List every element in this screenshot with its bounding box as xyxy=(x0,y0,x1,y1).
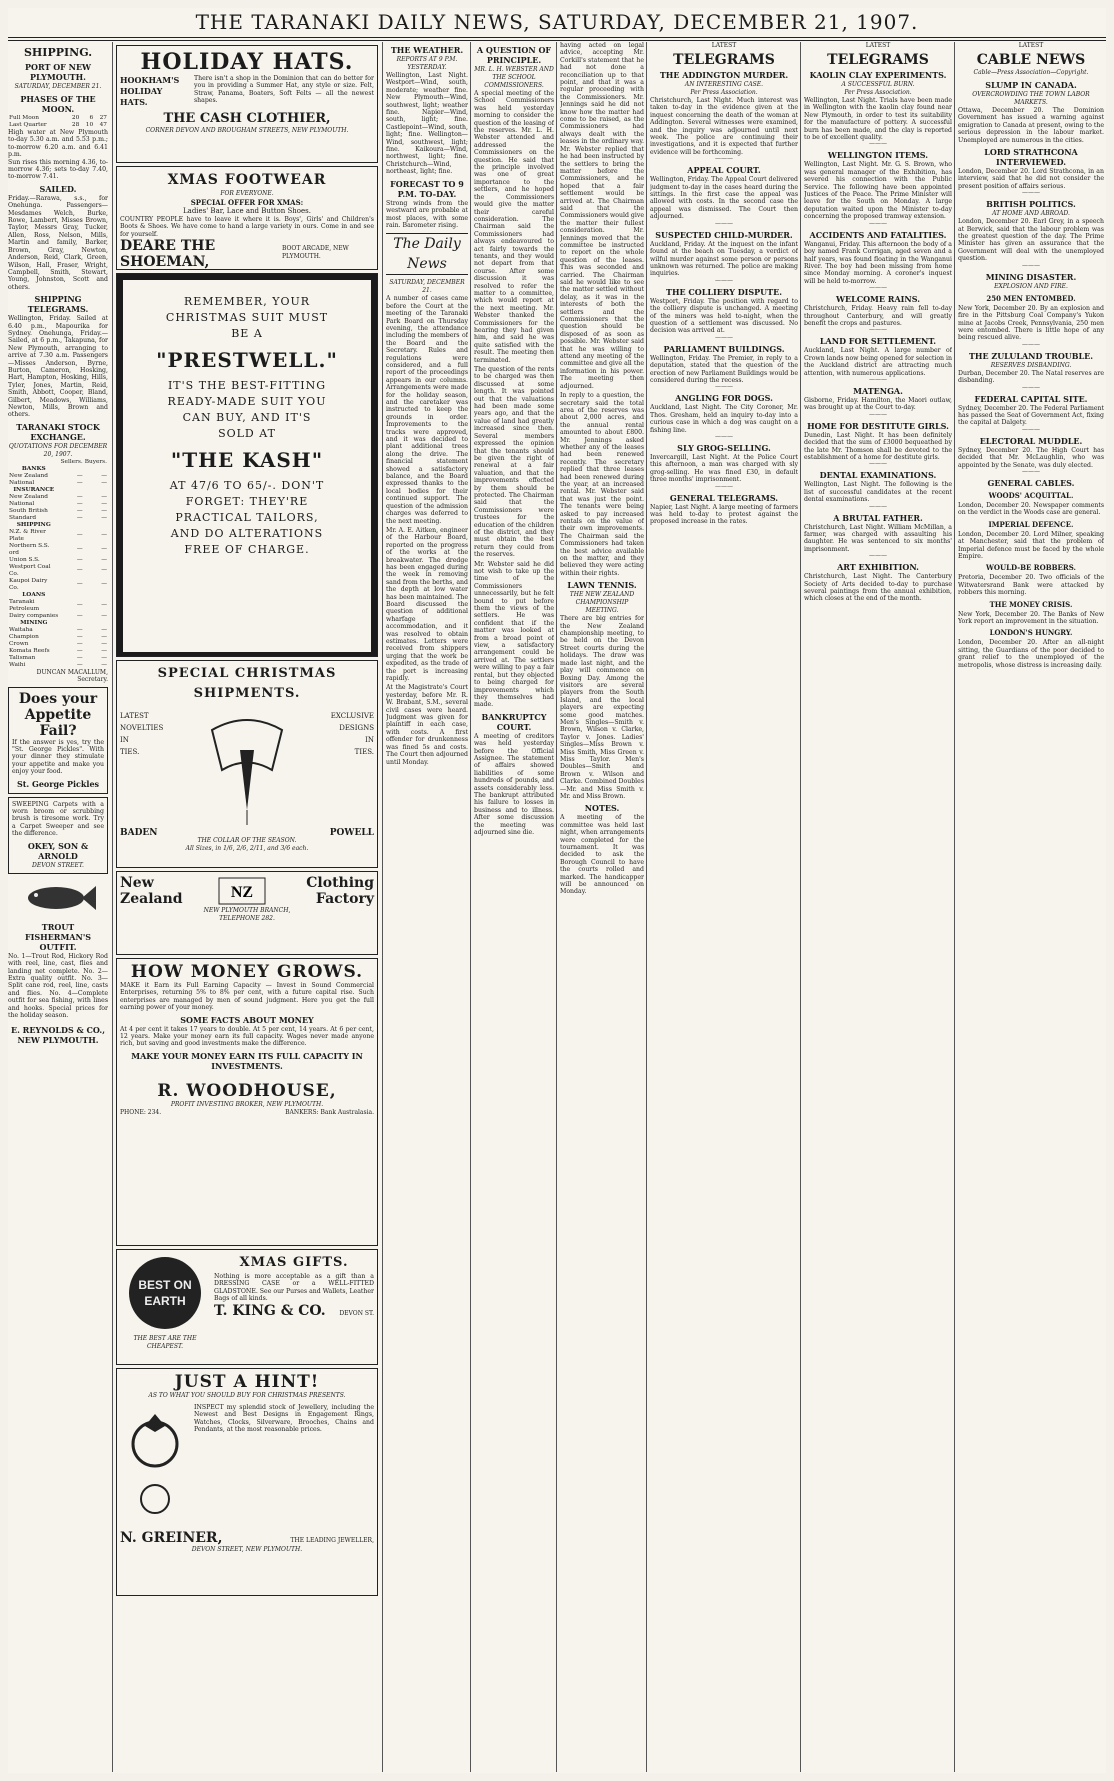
telegrams-heading: TELEGRAMS xyxy=(673,52,775,68)
holiday-hats-title: HOLIDAY HATS. xyxy=(140,49,354,75)
federal-heading: FEDERAL CAPITAL SITE. xyxy=(974,393,1088,404)
special-right-line: IN xyxy=(365,736,374,744)
addington-heading: THE ADDINGTON MURDER. xyxy=(659,70,789,80)
kaolin-text: Wellington, Last Night. Trials have been made in Wellington with the kaolin clay found near New Plymouth, in order to test its suitability for the manufacture of pottery. A successful burn has been made, and the clay is reported to be of excellent quality. xyxy=(804,97,952,142)
matenga-text: Gisborne, Friday. Hamilton, the Maori outlaw, was brought up at the Court to-day. xyxy=(804,396,952,412)
okey-sub: DEVON STREET. xyxy=(32,861,84,869)
british-politics-heading: BRITISH POLITICS. xyxy=(986,199,1076,210)
table-row: Last Quarter 28 10 47 xyxy=(9,122,107,128)
hookham-label: HOOKHAM'S HOLIDAY HATS. xyxy=(120,75,180,107)
column-weather xyxy=(386,42,468,1772)
bankruptcy-heading: BANKRUPTCY COURT. xyxy=(481,711,547,732)
daily-news-title: The Daily News xyxy=(386,233,468,275)
suspected-heading: SUSPECTED CHILD-MURDER. xyxy=(655,229,793,240)
cable-sub: Cable—Press Association—Copyright. xyxy=(973,69,1089,76)
notes-text: A meeting of the committee was held last night, when arrangements were completed for the tournament. It was decided to ask the Borough Council to have the courts rolled and marked. The handicapper will be announced on Monday. xyxy=(560,814,644,896)
forecast-text: Strong winds from the westward are probable at most places, with some rain. Barometer rising. xyxy=(386,199,468,229)
question-text-2: The question of the rents to be charged was then discussed at some length. It was pointed out that the valuations had been made some years ago, and that the value of land had greatly increased since then. Several members expressed the opinion that the tenants should be given the right of renewal at a fair valuation, and that the improvements effected by them should be protected. The Chairman said that the Commissioners were trustees for the education of the children of the district, and they must obtain the best return they could from the reserves. xyxy=(474,366,554,559)
angling-heading: ANGLING FOR DOGS. xyxy=(675,393,773,404)
greiner-sub: THE LEADING JEWELLER, xyxy=(290,1537,374,1544)
table-row: Waitaha — — xyxy=(9,626,107,633)
xmas-footwear-advert xyxy=(116,166,378,270)
table-row: Westport Coal Co. — — xyxy=(9,563,107,577)
weather-heading: THE WEATHER. xyxy=(390,45,464,55)
column-telegrams-1: LATEST TELEGRAMS THE ADDINGTON MURDER. AN INTERESTING CASE. Per Press Association. Christchurch, Last Night. Much interest was taken to-day in the evidence given at the inquest concerning the death of the woman at Addington. Several witnesses were examined, and the inquiry was adjourned until next week. The police are continuing their investigations, and it is expected that further evidence will be forthcoming. ——— APPEAL COURT. Wellington, Friday. The Appeal Court delivered judgment to-day in the cases heard during the sittings. In the first case the appeal was allowed with costs. In the second case the appeal was dismissed. The Court then adjourned. ——— SUSPECTED CHILD-MURDER. Auckland, Friday. At the inquest on the infant found at the beach on Tuesday, a verdict of wilful murder against some person or persons unknown was returned. The police are making inquiries. ——— THE COLLIERY DISPUTE. Westport, Friday. The position with regard to the colliery dispute is unchanged. A meeting of the miners was held to-night, when the question of a settlement was discussed. No decision was arrived at. ——— PARLIAMENT BUILDINGS. Wellington, Friday. The Premier, in reply to a deputation, stated that the question of the erection of new Parliament Buildings would be considered during the recess. ——— ANGLING FOR DOGS. Auckland, Last Night. The City Coroner, Mr. Thos. Gresham, held an inquiry to-day into a curious case in which a dog was caught on a fishing line. ——— SLY GROG-SELLING. Invercargill, Last Night. At the Police Court this afternoon, a man was charged with sly grog-selling. He was fined £30, in default three months' imprisonment. ——— GENERAL TELEGRAMS. Napier, Last Night. A large meeting of farmers was held to-day to protest against the proposed increase in the rates. xyxy=(650,42,798,526)
dental-text: Wellington, Last Night. The following is the list of successful candidates at the recent dental examinations. xyxy=(804,481,952,504)
money-advert xyxy=(116,958,378,1246)
home-text: Dunedin, Last Night. It has been definitely decided that the sum of £3000 bequeathed by the late Mr. Thomson shall be devoted to the establishment of a home for destitute girls. xyxy=(804,431,952,461)
angling-text: Auckland, Last Night. The City Coroner, Mr. Thos. Gresham, held an inquiry to-day into a curious case in which a dog was caught on a fishing line. xyxy=(650,404,798,434)
suspected-text: Auckland, Friday. At the inquest on the infant found at the beach on Tuesday, a verdict of wilful murder against some person or persons unknown was returned. The police are making inquiries. xyxy=(650,240,798,278)
tking-address: DEVON ST. xyxy=(339,1309,374,1317)
xmas-gifts-title: XMAS GIFTS. xyxy=(239,1255,349,1270)
dearie-name: DEARE THE SHOEMAN, xyxy=(120,238,216,271)
kash-advert xyxy=(116,273,378,657)
cash-clothier: THE CASH CLOTHIER, xyxy=(163,111,331,126)
robbers-text: Pretoria, December 20. Two officials of the Witwatersrand Bank were attacked by robbers this morning. xyxy=(958,574,1104,597)
hint-sub: AS TO WHAT YOU SHOULD BUY FOR CHRISTMAS PRESENTS. xyxy=(148,1392,346,1399)
special-left-line: LATEST xyxy=(120,712,149,720)
column-divider xyxy=(382,42,383,1772)
lawn-tennis-sub: THE NEW ZEALAND CHAMPIONSHIP MEETING. xyxy=(569,591,635,615)
lawn-tennis-text: There are big entries for the New Zealand championship meeting, to be held on the Devon Street courts during the holidays. The draw was made last night, and the play will commence on Boxing Day. Among the visitors are several players from the South Island, and the local players are expecting some good matches. Men's Singles—Smith v. Brown, Wilson v. Clarke, Taylor v. Jones. Ladies' Singles—Miss Brown v. Miss Smith, Miss Green v. Miss Taylor. Men's Doubles—Smith and Brown v. Wilson and Clarke. Combined Doubles—Mr. and Miss Smith v. Mr. and Miss Brown. xyxy=(560,615,644,800)
column-question xyxy=(474,42,554,1772)
slump-heading: SLUMP IN CANADA. xyxy=(985,80,1077,90)
money-crisis-text: New York, December 20. The Banks of New York report an improvement in the situation. xyxy=(958,610,1104,626)
weather-text: Wellington, Last Night. Westport—Wind, south, moderate; weather fine. New Plymouth—Wind, southwest, light; weather fine. Napier—Wind, south, light; fine. Castlepoint—Wind, south, light; fine. Wellington—Wind, southwest, light; fine. Kaikoura—Wind, northwest, light; fine. Christchurch—Wind, northeast, light; fine. xyxy=(386,72,468,176)
money-call: MAKE YOUR MONEY EARN ITS FULL CAPACITY IN INVESTMENTS. xyxy=(131,1050,363,1071)
colliery-text: Westport, Friday. The position with regard to the colliery dispute is unchanged. A meeting of the miners was held to-night, when the question of a settlement was discussed. No decision was arrived at. xyxy=(650,297,798,335)
mining-sub: EXPLOSION AND FIRE. xyxy=(994,282,1068,290)
fishermen-text: No. 1—Trout Rod, Hickory Rod with reel, line, cast, flies and landing net complete. No. 2—Extra quality outfit. No. 3—Split cane rod, reel, line, casts and flies. No. 4—Complete outfit for sea fishing, with lines and hooks. Special prices for the holiday season. xyxy=(8,952,108,1019)
zululand-text: Durban, December 20. The Natal reserves are disbanding. xyxy=(958,369,1104,385)
stock-table xyxy=(8,459,108,669)
hint-advert xyxy=(116,1368,378,1596)
prestwell-title: "PRESTWELL." xyxy=(156,348,338,372)
latest-label: LATEST xyxy=(865,42,891,49)
kash-line: REMEMBER, YOUR xyxy=(183,295,311,308)
art-text: Christchurch, Last Night. The Canterbury Society of Arts decided to-day to purchase several paintings from the annual exhibition, which closes at the end of the month. xyxy=(804,573,952,603)
special-left-line: TIES. xyxy=(120,748,140,756)
woodhouse-name: R. WOODHOUSE, xyxy=(157,1080,337,1101)
stock-signature: DUNCAN MACALLUM, Secretary. xyxy=(36,668,108,684)
newspaper-page xyxy=(8,8,1106,1773)
hookham-text: There isn't a shop in the Dominion that can do better for you in providing a Summer Hat, any style or size. Felt, Straw, Panama, Boaters, Soft Felts — all the newest shapes. xyxy=(194,75,374,105)
accidents-heading: ACCIDENTS AND FATALITIES. xyxy=(809,229,947,240)
special-left-line: IN xyxy=(120,736,129,744)
per-press: Per Press Association. xyxy=(844,89,912,96)
appeal-text: Wellington, Friday. The Appeal Court delivered judgment to-day in the cases heard during the sittings. In the first case the appeal was allowed with costs. In the second case the appeal was dismissed. The Court then adjourned. xyxy=(650,176,798,221)
column-adverts xyxy=(116,42,378,1772)
okey-advert xyxy=(8,797,108,874)
land-text: Auckland, Last Night. A large number of Crown lands now being opened for selection in the Auckland district are attracting much attention, with numerous applications. xyxy=(804,347,952,377)
appeal-heading: APPEAL COURT. xyxy=(687,165,761,176)
kash-line: CHRISTMAS SUIT MUST xyxy=(165,311,329,324)
general-telegrams-heading: GENERAL TELEGRAMS. xyxy=(669,492,779,503)
column-tennis xyxy=(560,42,644,1772)
slump-sub: OVERCROWDING THE TOWN LABOR MARKETS. xyxy=(972,91,1090,106)
powell-label: POWELL xyxy=(329,828,374,838)
best-buy: THE BEST ARE THE CHEAPEST. xyxy=(133,1335,197,1351)
wellington-heading: WELLINGTON ITEMS. xyxy=(827,150,929,161)
nz-phone: TELEPHONE 282. xyxy=(219,915,275,922)
kaolin-sub: A SUCCESSFUL BURN. xyxy=(841,81,915,88)
column-telegrams-2: LATEST TELEGRAMS KAOLIN CLAY EXPERIMENTS. A SUCCESSFUL BURN. Per Press Association. Wellington, Last Night. Trials have been made in Wellington with the kaolin clay found near New Plymouth, in order to test its suitability for the manufacture of pottery. A successful burn has been made, and the clay is reported to be of excellent quality. ——— WELLINGTON ITEMS. Wellington, Last Night. Mr. G. S. Brown, who was general manager of the Exhibition, has severed his connection with the Public Service. The following have been appointed Justices of the Peace. The Prime Minister will leave for the South on Monday. A large deputation waited upon the Minister to-day concerning the proposed tramway extension. ——— ACCIDENTS AND FATALITIES. Wanganui, Friday. This afternoon the body of a boy named Frank Corrigan, aged seven and a half years, was found floating in the Wanganui River. The boy had been missing from home since Monday morning. A coroner's inquest will be held to-morrow. ——— WELCOME RAINS. Christchurch, Friday. Heavy rain fell to-day throughout Canterbury, and will greatly benefit the crops and pastures. ——— LAND FOR SETTLEMENT. Auckland, Last Night. A large number of Crown lands now being opened for selection in the Auckland district are attracting much attention, with numerous applications. ——— MATENGA. Gisborne, Friday. Hamilton, the Maori outlaw, was brought up at the Court to-day. ——— HOME FOR DESTITUTE GIRLS. Dunedin, Last Night. It has been definitely decided that the sum of £3000 bequeathed by the late Mr. Thomson shall be devoted to the establishment of a home for destitute girls. ——— DENTAL EXAMINATIONS. Wellington, Last Night. The following is the list of successful candidates at the recent dental examinations. ——— A BRUTAL FATHER. Christchurch, Last Night. William McMillan, a farmer, was charged with assaulting his daughter. He was sentenced to six months' imprisonment. ——— ART EXHIBITION. Christchurch, Last Night. The Canterbury Society of Arts decided to-day to purchase several paintings from the annual exhibition, which closes at the end of the month. xyxy=(804,42,952,603)
table-row: Union S.S. — — xyxy=(9,556,107,563)
question-text: A special meeting of the School Commissioners was held yesterday morning to consider the question of the leasing of the reserves. Mr. L. H. Webster attended and addressed the Commissioners on the question. He said that the principle involved was one of great importance to the settlers, and he hoped the Commissioners would give the matter their careful consideration. The Chairman said the Commissioners had always endeavoured to act fairly towards the tenants, and they would not depart from that course. After some discussion it was resolved to refer the matter to a committee, which would report at the next meeting. Mr. Webster thanked the Commissioners for the hearing they had given him, and said he was quite satisfied with the result. The meeting then terminated. xyxy=(474,90,554,364)
masthead-rule xyxy=(8,37,1106,38)
nz-clothing-advert xyxy=(116,871,378,955)
column-divider xyxy=(954,42,955,1772)
money-crisis-heading: THE MONEY CRISIS. xyxy=(989,599,1073,609)
okey-title: OKEY, SON & ARNOLD xyxy=(27,840,89,861)
hungry-text: London, December 20. After an all-night sitting, the Guardians of the poor decided to grant relief to the unemployed of the metropolis, whose distress is increasing daily. xyxy=(958,639,1104,669)
welcome-rains-heading: WELCOME RAINS. xyxy=(836,294,920,305)
greiner-name: N. GREINER, xyxy=(120,1530,223,1546)
brutal-text: Christchurch, Last Night. William McMillan, a farmer, was charged with assaulting his daughter. He was sentenced to six months' imprisonment. xyxy=(804,523,952,553)
table-row: BANKS xyxy=(21,465,46,472)
daily-news-date: SATURDAY, DECEMBER 21. xyxy=(389,279,465,295)
woods-text: London, December 20. Newspaper comments on the verdict in the Woods case are general. xyxy=(958,501,1104,517)
general-cables-heading: GENERAL CABLES. xyxy=(987,477,1075,488)
hint-title: JUST A HINT! xyxy=(174,1372,320,1392)
table-row: LOANS xyxy=(22,591,46,598)
continued-text-2: In reply to a question, the secretary said the total area of the reserves was about 2,000 acres, and the annual rental amounted to about £800. Mr. Jennings asked whether any of the leases had been renewed recently. The secretary replied that three leases had been renewed during the year, at an increased rental. Mr. Webster said that was just the point. The tenants were being asked to pay increased rentals on the value of their own improvements. The Chairman said the Commissioners had taken the best advice available on the matter, and they believed they were acting within their rights. xyxy=(560,392,644,577)
xmas-footwear-offer: SPECIAL OFFER FOR XMAS: xyxy=(190,198,304,207)
addington-sub: AN INTERESTING CASE. xyxy=(684,81,764,88)
addington-text: Christchurch, Last Night. Much interest was taken to-day in the evidence given at the inquest concerning the death of the woman at Addington. Several witnesses were examined, and the inquiry was adjourned until next week. The police are continuing their investigations, and it is expected that further evidence will be forthcoming. xyxy=(650,97,798,156)
telegrams-heading: TELEGRAMS xyxy=(827,52,929,68)
money-facts-title: SOME FACTS ABOUT MONEY xyxy=(180,1014,314,1025)
kash-line: SOLD AT xyxy=(218,427,276,440)
table-row: Champion — — xyxy=(9,633,107,640)
masthead: THE TARANAKI DAILY NEWS, SATURDAY, DECEMBER 21, 1907. xyxy=(195,10,919,34)
the-kash-title: "THE KASH" xyxy=(170,448,324,472)
woods-heading: WOODS' ACQUITTAL. xyxy=(988,490,1074,500)
holiday-hats-advert xyxy=(116,45,378,163)
sly-grog-text: Invercargill, Last Night. At the Police Court this afternoon, a man was charged with sly grog-selling. He was fined £30, in default three months' imprisonment. xyxy=(650,454,798,484)
colliery-heading: THE COLLIERY DISPUTE. xyxy=(665,286,782,297)
accidents-text: Wanganui, Friday. This afternoon the body of a boy named Frank Corrigan, aged seven and a half years, was found floating in the Wanganui River. The boy had been missing from home since Monday morning. A coroner's inquest will be held to-morrow. xyxy=(804,240,952,285)
table-row: Taranaki Petroleum — — xyxy=(9,598,107,612)
factory-logo-icon xyxy=(217,876,267,906)
kash-line: PRACTICAL TAILORS, xyxy=(175,511,319,524)
federal-text: Sydney, December 20. The Federal Parliament has passed the Seat of Government Act, fixing the capital at Dalgety. xyxy=(958,404,1104,427)
table-row: N.Z. & River Plate — — xyxy=(9,528,107,542)
question-heading: A QUESTION OF PRINCIPLE. xyxy=(476,45,552,65)
dearie-address: BOOT ARCADE, NEW PLYMOUTH. xyxy=(281,245,349,260)
bankruptcy-text: A meeting of creditors was held yesterday before the Official Assignee. The statement of affairs showed liabilities of some hundreds of pounds, and assets considerably less. The bankrupt attributed his failure to losses in business and to illness. After some discussion the meeting was adjourned sine die. xyxy=(474,732,554,836)
latest-label: LATEST xyxy=(1018,42,1044,49)
strathcona-heading: LORD STRATHCONA INTERVIEWED. xyxy=(984,147,1078,168)
kash-line: AND DO ALTERATIONS xyxy=(170,527,324,540)
art-heading: ART EXHIBITION. xyxy=(837,562,919,573)
woodhouse-phone: PHONE: 234. xyxy=(120,1108,162,1116)
table-header: Sellers. Buyers. xyxy=(60,458,107,465)
table-row: Komata Reefs — — xyxy=(9,647,107,654)
table-row: New Zealand — — xyxy=(9,472,107,479)
nz-right: Clothing Factory xyxy=(306,875,374,907)
xmas-footwear-sub: FOR EVERYONE. xyxy=(220,190,274,197)
port-heading: PORT OF NEW PLYMOUTH. xyxy=(24,62,92,82)
column-divider xyxy=(556,42,557,1772)
moon-heading: PHASES OF THE MOON. xyxy=(20,94,96,114)
kash-line: FREE OF CHARGE. xyxy=(184,543,310,556)
column-divider xyxy=(470,42,471,1772)
mining-text: New York, December 20. By an explosion and fire in the Pittsburg Coal Company's Yukon mine at Jacobs Creek, Pennsylvania, 250 men were entombed. There is little hope of any being rescued alive. xyxy=(958,304,1104,342)
table-row: Waihi — — xyxy=(9,661,107,668)
zululand-sub: RESERVES DISBANDING. xyxy=(990,361,1072,369)
notes-heading: NOTES. xyxy=(584,803,620,814)
sizes-line: All Sizes, in 1/6, 2/6, 2/11, and 3/6 each. xyxy=(185,845,309,853)
collar-line: THE COLLAR OF THE SEASON. xyxy=(197,837,297,845)
cable-news-heading: CABLE NEWS xyxy=(976,52,1086,68)
stock-subheading: QUOTATIONS FOR DECEMBER 20, 1907. xyxy=(8,442,108,458)
best-on-earth-logo-icon xyxy=(125,1253,205,1333)
table-row: Northern S.S. ord — — xyxy=(9,542,107,556)
hungry-heading: LONDON'S HUNGRY. xyxy=(989,628,1073,638)
okey-text: SWEEPING Carpets with a worn broom or scrubbing brush is tiresome work. Try a Carpet Sweeper and see the difference. xyxy=(12,800,104,838)
editorial-text-2: Mr. A. E. Aitken, engineer of the Harbour Board, reported on the progress of the works at the breakwater. The dredge has been engaged during the week in removing sand from the berths, and the depth at low water has been maintained. The Board discussed the question of additional wharfage accommodation, and it was resolved to obtain estimates. Letters were received from shippers urging that the work be expedited, as the trade of the port is increasing rapidly. xyxy=(386,526,468,683)
pickles-advert xyxy=(8,687,108,794)
fishermen-heading: TROUT FISHERMAN'S OUTFIT. xyxy=(24,921,92,952)
xmas-footwear-text: COUNTRY PEOPLE have to leave it where it is. Boys', Girls' and Children's Boots & Shoes. We have come to hand a large variety in ours. Come in and see for yourself. xyxy=(120,216,374,238)
collar-icon xyxy=(192,710,302,830)
home-heading: HOME FOR DESTITUTE GIRLS. xyxy=(807,420,949,431)
slump-text: Ottawa, December 20. The Dominion Government has issued a warning against emigration to Canada at present, owing to the serious depression in the labour market. Unemployed are numerous in the cities. xyxy=(958,107,1104,144)
table-row: National — — xyxy=(9,500,107,507)
special-title: SPECIAL CHRISTMAS SHIPMENTS. xyxy=(157,666,337,701)
editorial-text: A number of cases came before the Court at the meeting of the Taranaki Park Board on Thursday evening, the attendance including the members of the Board and the Secretary. Rules and regulations were considered, and a full report of the proceedings appears in our columns. Arrangements were made for the holiday season, and the caretaker was instructed to keep the grounds in order. Improvements to the tracks were approved, and it was decided to plant additional trees along the drive. The financial statement showed a satisfactory balance, and the Board expressed thanks to the local bodies for their continued support. The question of the admission charges was deferred to the next meeting. xyxy=(386,295,468,525)
robbers-heading: WOULD-BE ROBBERS. xyxy=(986,563,1076,573)
sailed-heading: SAILED. xyxy=(39,183,77,194)
mining-heading: MINING DISASTER. xyxy=(985,271,1077,282)
column-cables: LATEST CABLE NEWS Cable—Press Association—Copyright. SLUMP IN CANADA. OVERCROWDING THE TOWN LABOR MARKETS. Ottawa, December 20. The Dominion Government has issued a warning against emigration to Canada at present, owing to the serious depression in the labour market. Unemployed are numerous in the cities. LORD STRATHCONA INTERVIEWED. London, December 20. Lord Strathcona, in an interview, said that he did not consider the present position of affairs serious. ——— BRITISH POLITICS. AT HOME AND ABROAD. London, December 20. Earl Grey, in a speech at Berwick, said that the labour problem was the greatest question of the day. The Prime Minister has given an assurance that the Government will deal with the unemployed question. ——— MINING DISASTER. EXPLOSION AND FIRE. 250 MEN ENTOMBED. New York, December 20. By an explosion and fire in the Pittsburg Coal Company's Yukon mine at Jacobs Creek, Pennsylvania, 250 men were entombed. There is little hope of any being rescued alive. ——— THE ZULULAND TROUBLE. RESERVES DISBANDING. Durban, December 20. The Natal reserves are disbanding. ——— FEDERAL CAPITAL SITE. Sydney, December 20. The Federal Parliament has passed the Seat of Government Act, fixing the capital at Dalgety. ——— ELECTORAL MUDDLE. Sydney, December 20. The High Court has decided that Mr. McLaughlin, who was appointed by the Senate, was duly elected. ——— GENERAL CABLES. WOODS' ACQUITTAL. London, December 20. Newspaper comments on the verdict in the Woods case are general. IMPERIAL DEFENCE. London, December 20. Lord Milner, speaking at Manchester, said that the problem of Imperial defence must be faced by the whole Empire. WOULD-BE ROBBERS. Pretoria, December 20. Two officials of the Witwatersrand Bank were attacked by robbers this morning. THE MONEY CRISIS. New York, December 20. The Banks of New York report an improvement in the situation. LONDON'S HUNGRY. London, December 20. After an all-night sitting, the Guardians of the poor decided to grant relief to the unemployed of the metropolis, whose distress is increasing daily. xyxy=(958,42,1104,669)
tking-name: T. KING & CO. xyxy=(214,1302,326,1319)
kash-line: FORGET: THEY'RE xyxy=(185,495,309,508)
british-politics-sub: AT HOME AND ABROAD. xyxy=(992,210,1070,218)
general-telegrams-text: Napier, Last Night. A large meeting of farmers was held to-day to protest against the proposed increase in the rates. xyxy=(650,503,798,526)
latest-label: LATEST xyxy=(711,42,737,49)
wellington-text: Wellington, Last Night. Mr. G. S. Brown, who was general manager of the Exhibition, has severed his connection with the Public Service. The following have been appointed Justices of the Peace. The Prime Minister will leave for the South on Monday. A large deputation waited upon the Minister to-day concerning the proposed tramway extension. xyxy=(804,161,952,221)
mining-sub-2: 250 MEN ENTOMBED. xyxy=(986,293,1076,303)
zululand-heading: THE ZULULAND TROUBLE. xyxy=(968,350,1094,361)
nz-left: New Zealand xyxy=(120,875,183,907)
table-row: Kaupoi Dairy Co. — — xyxy=(9,577,107,591)
date-line: SATURDAY, DECEMBER 21. xyxy=(14,83,102,90)
lawn-tennis-heading: LAWN TENNIS. xyxy=(567,580,637,591)
cash-clothier-address: CORNER DEVON AND BROUGHAM STREETS, NEW PLYMOUTH. xyxy=(145,127,349,134)
question-sub: MR. L. H. WEBSTER AND THE SCHOOL COMMISSIONERS. xyxy=(474,66,554,89)
column-divider xyxy=(646,42,647,1772)
editorial-text-3: At the Magistrate's Court yesterday, before Mr. R. W. Brabant, S.M., several civil cases were heard. Judgment was given for plaintiff in each case, with costs. A first offender for drunkenness was fined 5s and costs. The Court then adjourned until Monday. xyxy=(386,684,468,766)
jewellery-icon xyxy=(120,1404,190,1524)
column-divider xyxy=(112,42,113,1772)
forecast-heading: FORECAST TO 9 P.M. TO-DAY. xyxy=(390,178,464,199)
table-row: Full Moon 20 6 27 xyxy=(9,115,107,121)
special-left-line: NOVELTIES xyxy=(120,724,164,732)
welcome-rains-text: Christchurch, Friday. Heavy rain fell to-day throughout Canterbury, and will greatly benefit the crops and pastures. xyxy=(804,305,952,327)
table-row: Dairy companies — — xyxy=(9,612,107,619)
brutal-heading: A BRUTAL FATHER. xyxy=(833,512,923,523)
table-row: Talisman — — xyxy=(9,654,107,661)
svg-text:EARTH: EARTH xyxy=(144,1294,186,1308)
electoral-text: Sydney, December 20. The High Court has decided that Mr. McLaughlin, who was appointed by the Senate, was duly elected. xyxy=(958,446,1104,469)
woodhouse-bankers: BANKERS: Bank Australasia. xyxy=(285,1108,374,1116)
kash-line: AT 47/6 TO 65/-. DON'T xyxy=(169,479,325,492)
special-right-line: TIES. xyxy=(354,748,374,756)
matenga-heading: MATENGA. xyxy=(853,385,903,396)
greiner-address: DEVON STREET, NEW PLYMOUTH. xyxy=(191,1546,303,1553)
table-row: South British — — xyxy=(9,507,107,514)
weather-sub: REPORTS AT 9 P.M. YESTERDAY. xyxy=(396,56,458,71)
table-row: MINING xyxy=(20,619,48,626)
table-row: SHIPPING xyxy=(16,521,51,528)
table-row: Crown — — xyxy=(9,640,107,647)
stock-heading: TARANAKI STOCK EXCHANGE. xyxy=(16,421,100,442)
sailed-text: Friday.—Rarawa, s.s., for Onehunga. Passengers—Mesdames Welch, Burke, Rowe, Lambert, Misses Brown, Taylor, Messrs Gray, Tucker, Allen, Ross, Nelson, Mills, Martin and family, Barker, Brown, Gray, Newton, Anderson, Reid, Clark, Green, Wilson, Hall, Fraser, Wright, Campbell, Smith, Stewart, Young, Johnston, Scott and others. xyxy=(8,194,108,291)
nz-branch: NEW PLYMOUTH BRANCH, xyxy=(203,907,291,914)
money-title: HOW MONEY GROWS. xyxy=(130,962,364,982)
xmas-gifts-text: Nothing is more acceptable as a gift than a DRESSING CASE or a WELL-FITTED GLADSTONE. See our Purses and Wallets, Leather Bags of all kinds. xyxy=(214,1273,374,1303)
per-press: Per Press Association. xyxy=(690,89,758,96)
high-water-text: High water at New Plymouth to-day 5.30 a.m. and 5.53 p.m.; to-morrow 6.20 a.m. and 6.41 p.m. xyxy=(8,129,108,159)
column-divider xyxy=(800,42,801,1772)
kash-line: READY-MADE SUIT YOU xyxy=(167,395,327,408)
xmas-footwear-offer2: Ladies' Bar, Lace and Button Shoes. xyxy=(183,207,311,215)
dental-heading: DENTAL EXAMINATIONS. xyxy=(819,470,937,481)
defence-text: London, December 20. Lord Milner, speaking at Manchester, said that the problem of Imperial defence must be faced by the whole Empire. xyxy=(958,530,1104,560)
kash-line: CAN BUY, AND IT'S xyxy=(182,411,312,424)
parliament-text: Wellington, Friday. The Premier, in reply to a deputation, stated that the question of the erection of new Parliament Buildings would be considered during the recess. xyxy=(650,354,798,384)
defence-heading: IMPERIAL DEFENCE. xyxy=(988,519,1074,529)
baden-label: BADEN xyxy=(120,828,158,838)
sly-grog-heading: SLY GROG-SELLING. xyxy=(677,443,771,453)
special-shipments-advert xyxy=(116,660,378,868)
kaolin-heading: KAOLIN CLAY EXPERIMENTS. xyxy=(809,70,947,80)
special-right-line: EXCLUSIVE xyxy=(330,712,374,720)
table-row: INSURANCE xyxy=(13,486,55,493)
column-shipping xyxy=(8,42,108,1772)
pickles-title: Does your Appetite Fail? xyxy=(18,690,98,739)
masthead-rule-2 xyxy=(8,40,1106,41)
parliament-heading: PARLIAMENT BUILDINGS. xyxy=(663,343,785,354)
moon-table xyxy=(8,115,108,129)
money-facts-text: At 4 per cent it takes 17 years to double. At 5 per cent, 14 years. At 6 per cent, 12 years. Make your money earn its full capacity. Wages never made anyone rich, but saving and good investments make the difference. xyxy=(120,1025,374,1048)
hint-text: INSPECT my splendid stock of Jewellery, including the Newest and Best Designs in Engagement Rings, Watches, Clocks, Silverware, Brooches, Chains and Pendants, at the most reasonable prices. xyxy=(194,1404,374,1434)
table-row: Standard — — xyxy=(9,514,107,521)
sun-text: Sun rises this morning 4.36, to-morrow 4.36; sets to-day 7.40, to-morrow 7.41. xyxy=(8,158,108,181)
xmas-footwear-title: XMAS FOOTWEAR xyxy=(167,172,327,188)
question-text-3: Mr. Webster said he did not wish to take up the time of the Commissioners unnecessarily, but he felt bound to put before them the views of the settlers. He was confident that if the matter was looked at from a broad point of view, a satisfactory arrangement could be arrived at. The settlers were willing to pay a fair rental, but they objected to being charged for improvements which they themselves had made. xyxy=(474,560,554,709)
pickles-brand: St. George Pickles xyxy=(16,778,100,789)
svg-text:BEST ON: BEST ON xyxy=(138,1278,192,1292)
electoral-heading: ELECTORAL MUDDLE. xyxy=(979,435,1083,446)
table-row: National — — xyxy=(9,479,107,486)
shipping-heading: SHIPPING. xyxy=(23,46,93,59)
reynolds-signature: E. REYNOLDS & CO., NEW PLYMOUTH. xyxy=(11,1025,105,1046)
shipping-telegrams-text: Wellington, Friday. Sailed at 6.40 p.m., Mapourika for Sydney. Onehunga, Friday.—Sailed, at 6 p.m., Takapuna, for New Plymouth, arranging to arrive at 7.30 a.m. Passengers—Misses Anderson, Byrne, Burton, Cameron, Hosking, Hart, Hampton, Hosking, Hills, Tyler, Jones, Martin, Reid, Smith, Abbott, Cooper, Bland, Gilbert, Meadows, Williams, Newton, Mills, Brown and others. xyxy=(8,315,108,419)
money-text: MAKE it Earn its Full Earning Capacity — Invest in Sound Commercial Enterprises, returning 5% to 8% per cent, with a future capital rise. Such enterprises are managed by men of sound judgment. Here you get the full earning power of your money. xyxy=(120,982,374,1012)
kash-line: BE A xyxy=(231,327,263,340)
continued-text: having acted on legal advice, accepting Mr. Corkill's statement that he had not done a reconciliation up to that point, and that it was a regular proceeding with the Commissioners. Mr. Jennings said he did not know how the matter had come to be raised, as the Commissioners had always dealt with the leases in the ordinary way. Mr. Webster replied that he had been instructed by the settlers to bring the matter before the Commissioners, and he hoped that a fair settlement would be arrived at. The Chairman said that the Commissioners would give the matter their fullest consideration. Mr. Jennings moved that the committee be instructed to report on the whole question of the leases. This was seconded and carried. The Chairman said he would like to see the matter settled without delay, as it was in the interests of both the settlers and the Commissioners that the question should be disposed of as soon as possible. Mr. Webster said that he was willing to attend any meeting of the committee and give all the information in his power. The meeting then adjourned. xyxy=(560,42,644,390)
xmas-gifts-advert xyxy=(116,1249,378,1365)
table-row: New Zealand — — xyxy=(9,493,107,500)
land-heading: LAND FOR SETTLEMENT. xyxy=(819,336,937,347)
british-politics-text: London, December 20. Earl Grey, in a speech at Berwick, said that the labour problem was the greatest question of the day. The Prime Minister has given an assurance that the Government will deal with the unemployed question. xyxy=(958,218,1104,263)
woodhouse-sub: PROFIT INVESTING BROKER, NEW PLYMOUTH. xyxy=(170,1100,324,1108)
pickles-text: If the answer is yes, try the "St. George Pickles". With your dinner they stimulate your appetite and make you enjoy your food. xyxy=(12,738,104,776)
strathcona-text: London, December 20. Lord Strathcona, in an interview, said that he did not consider the present position of affairs serious. xyxy=(958,168,1104,190)
fish-icon xyxy=(18,878,98,918)
kash-line: IT'S THE BEST-FITTING xyxy=(167,379,327,392)
special-right-line: DESIGNS xyxy=(339,724,374,732)
svg-text:NZ: NZ xyxy=(230,884,254,901)
shipping-telegrams-heading: SHIPPING TELEGRAMS. xyxy=(27,294,89,315)
